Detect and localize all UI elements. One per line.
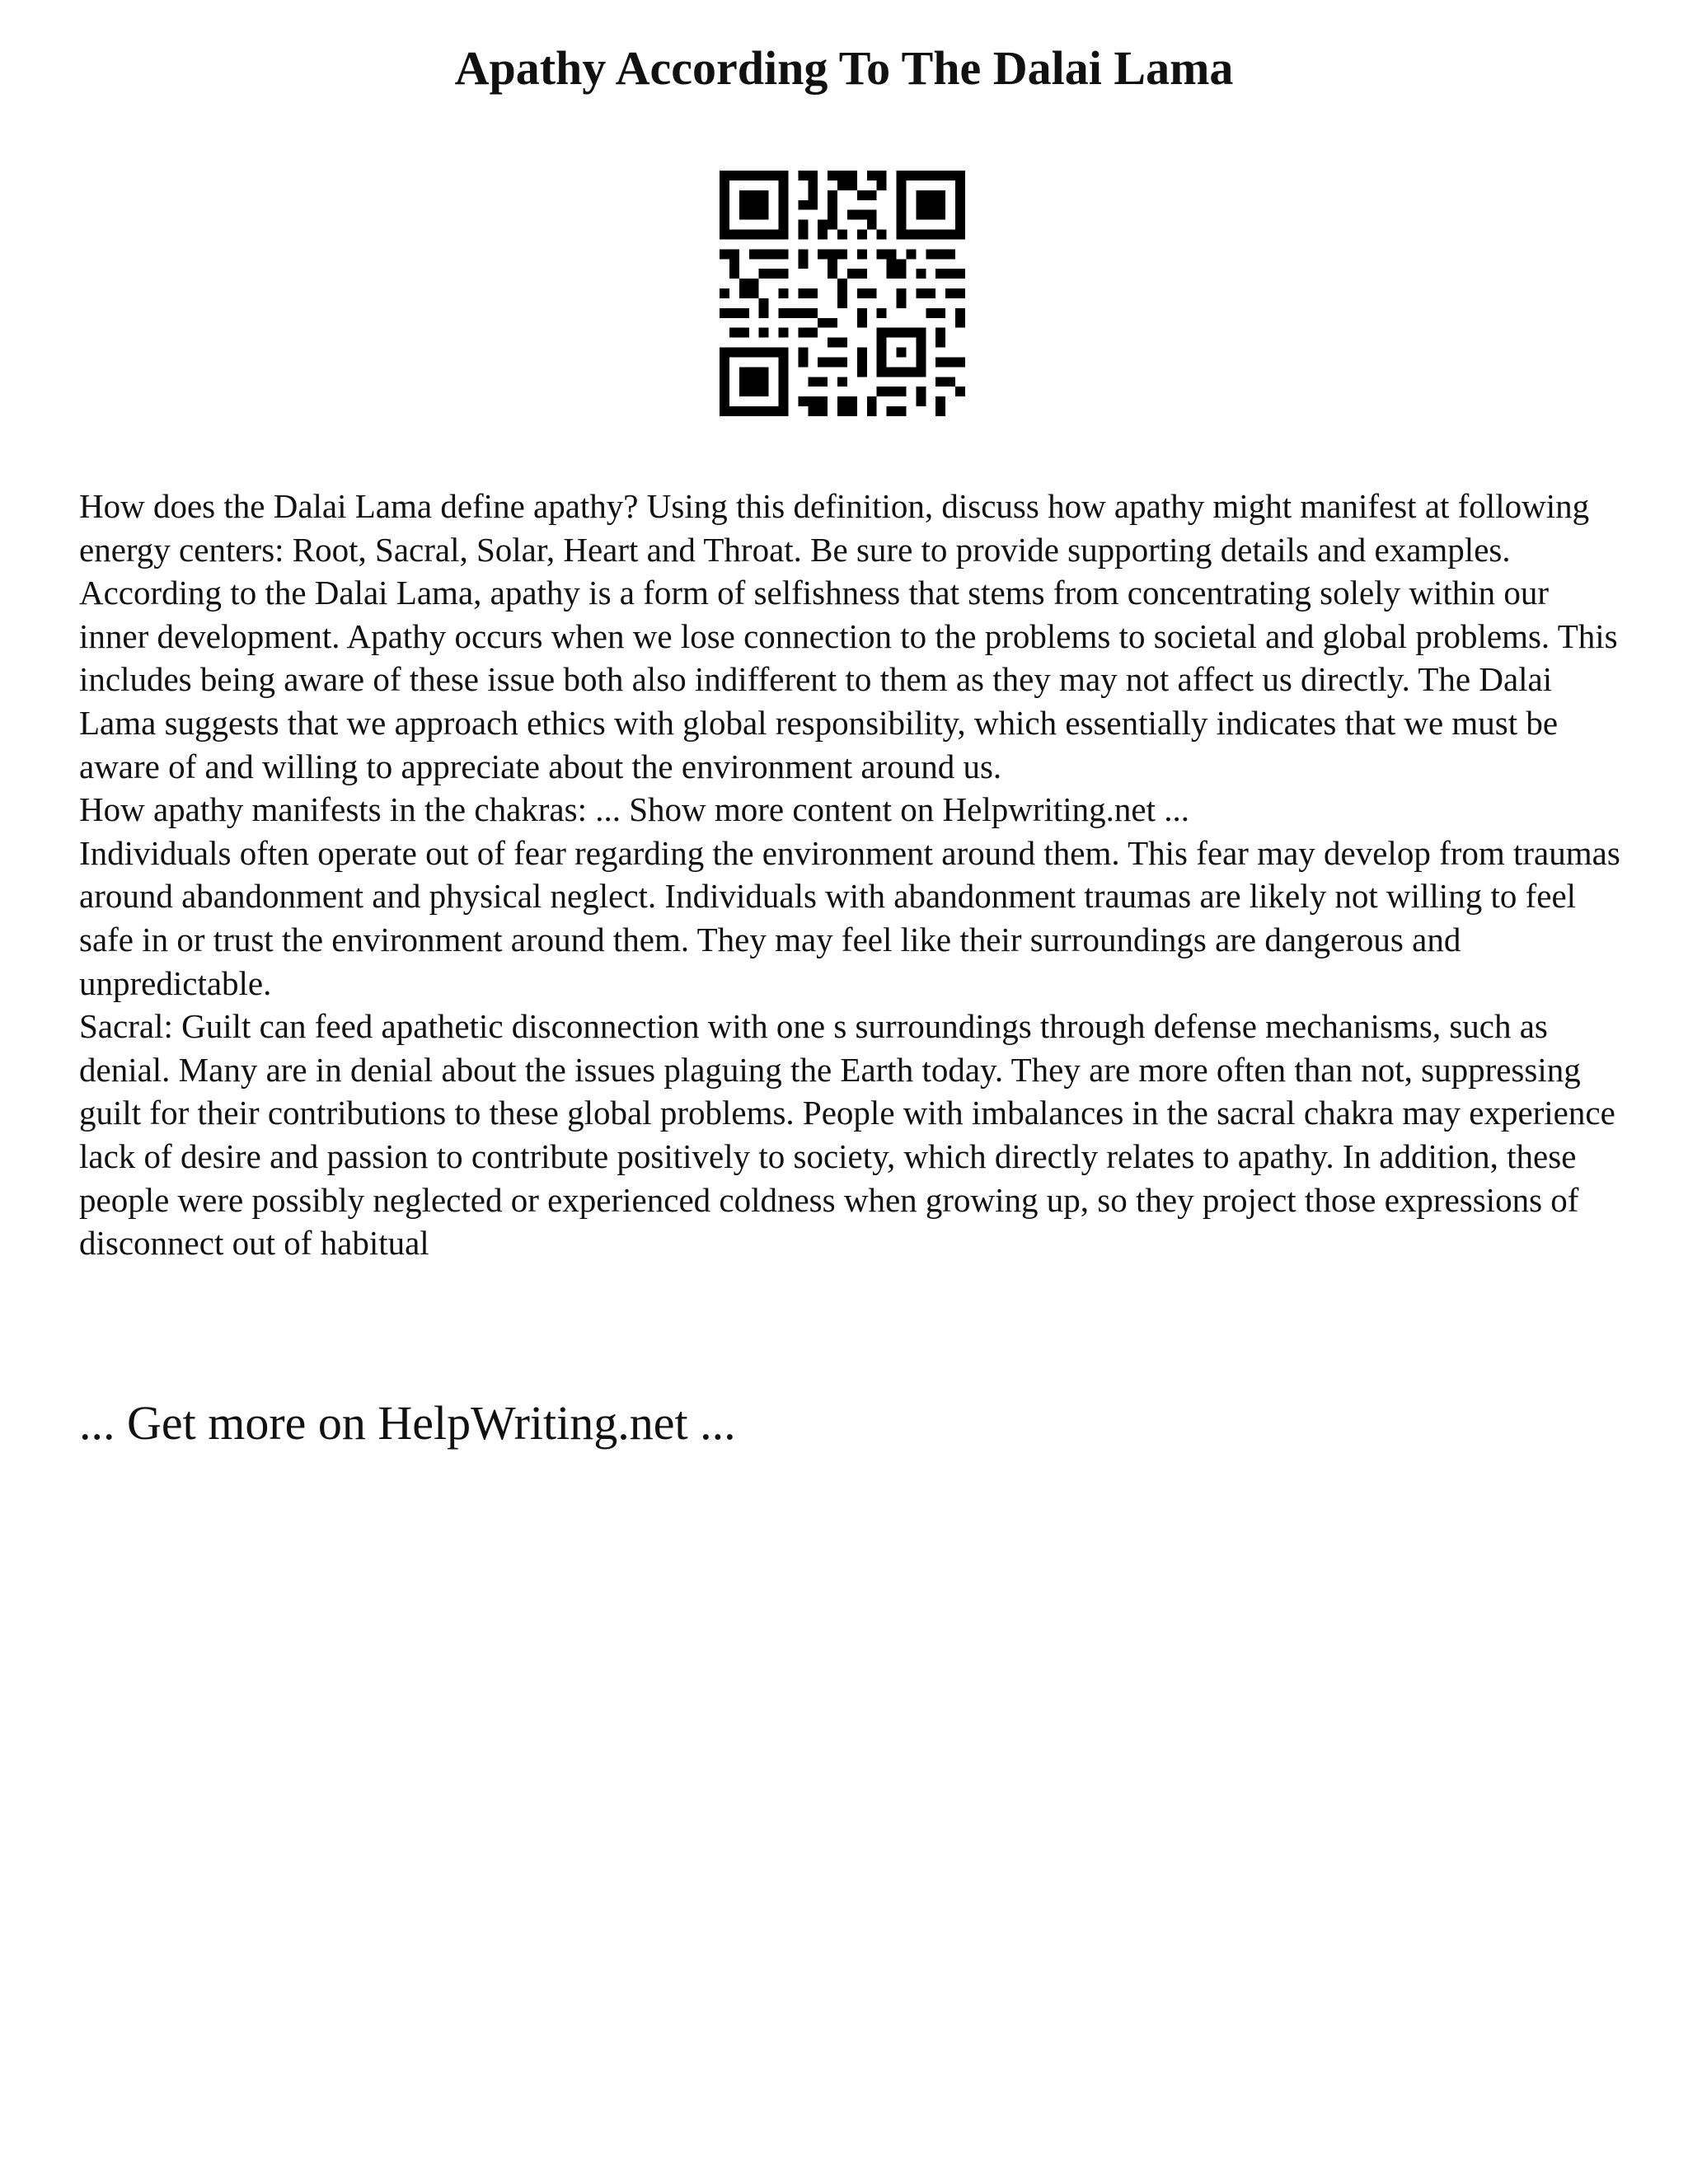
paragraph-chakras-intro: How apathy manifests in the chakras: ... Show more content on Helpwriting.net ... bbox=[79, 790, 1190, 829]
document-title: Apathy According To The Dalai Lama bbox=[454, 41, 1234, 95]
document-body bbox=[79, 485, 1620, 1265]
qr-code[interactable] bbox=[720, 171, 965, 416]
paragraph-prompt: How does the Dalai Lama define apathy? Using this definition, discuss how apathy might manifest at following energy centers: Root, Sacral, Solar, Heart and Throat. Be sure to provide supporting details and examples. bbox=[79, 487, 1590, 569]
qr-code-icon bbox=[720, 171, 965, 416]
paragraph-sacral: Sacral: Guilt can feed apathetic disconnection with one s surroundings through defense mechanisms, such as denial. Many are in denial about the issues plaguing the Earth today. They are more often than not, suppressing guilt for their contributions to these global problems. People with imbalances in the sacral chakra may experience lack of desire and passion to contribute positively to society, which directly relates to apathy. In addition, these people were possibly neglected or experienced coldness when growing up, so they project those expressions of disconnect out of habitual bbox=[79, 1007, 1615, 1263]
paragraph-root: Individuals often operate out of fear regarding the environment around them. This fear may develop from traumas around abandonment and physical neglect. Individuals with abandonment traumas are likely not willing to feel safe in or trust the environment around them. They may feel like their surroundings are dangerous and unpredictable. bbox=[79, 833, 1620, 1002]
get-more-link[interactable]: ... Get more on HelpWriting.net ... bbox=[79, 1396, 736, 1450]
paragraph-definition: According to the Dalai Lama, apathy is a form of selfishness that stems from concentrating solely within our inner development. Apathy occurs when we lose connection to the problems to societal and global problems. This includes being aware of these issue both also indifferent to them as they may not affect us directly. The Dalai Lama suggests that we approach ethics with global responsibility, which essentially indicates that we must be aware of and willing to appreciate about the environment around us. bbox=[79, 574, 1618, 785]
